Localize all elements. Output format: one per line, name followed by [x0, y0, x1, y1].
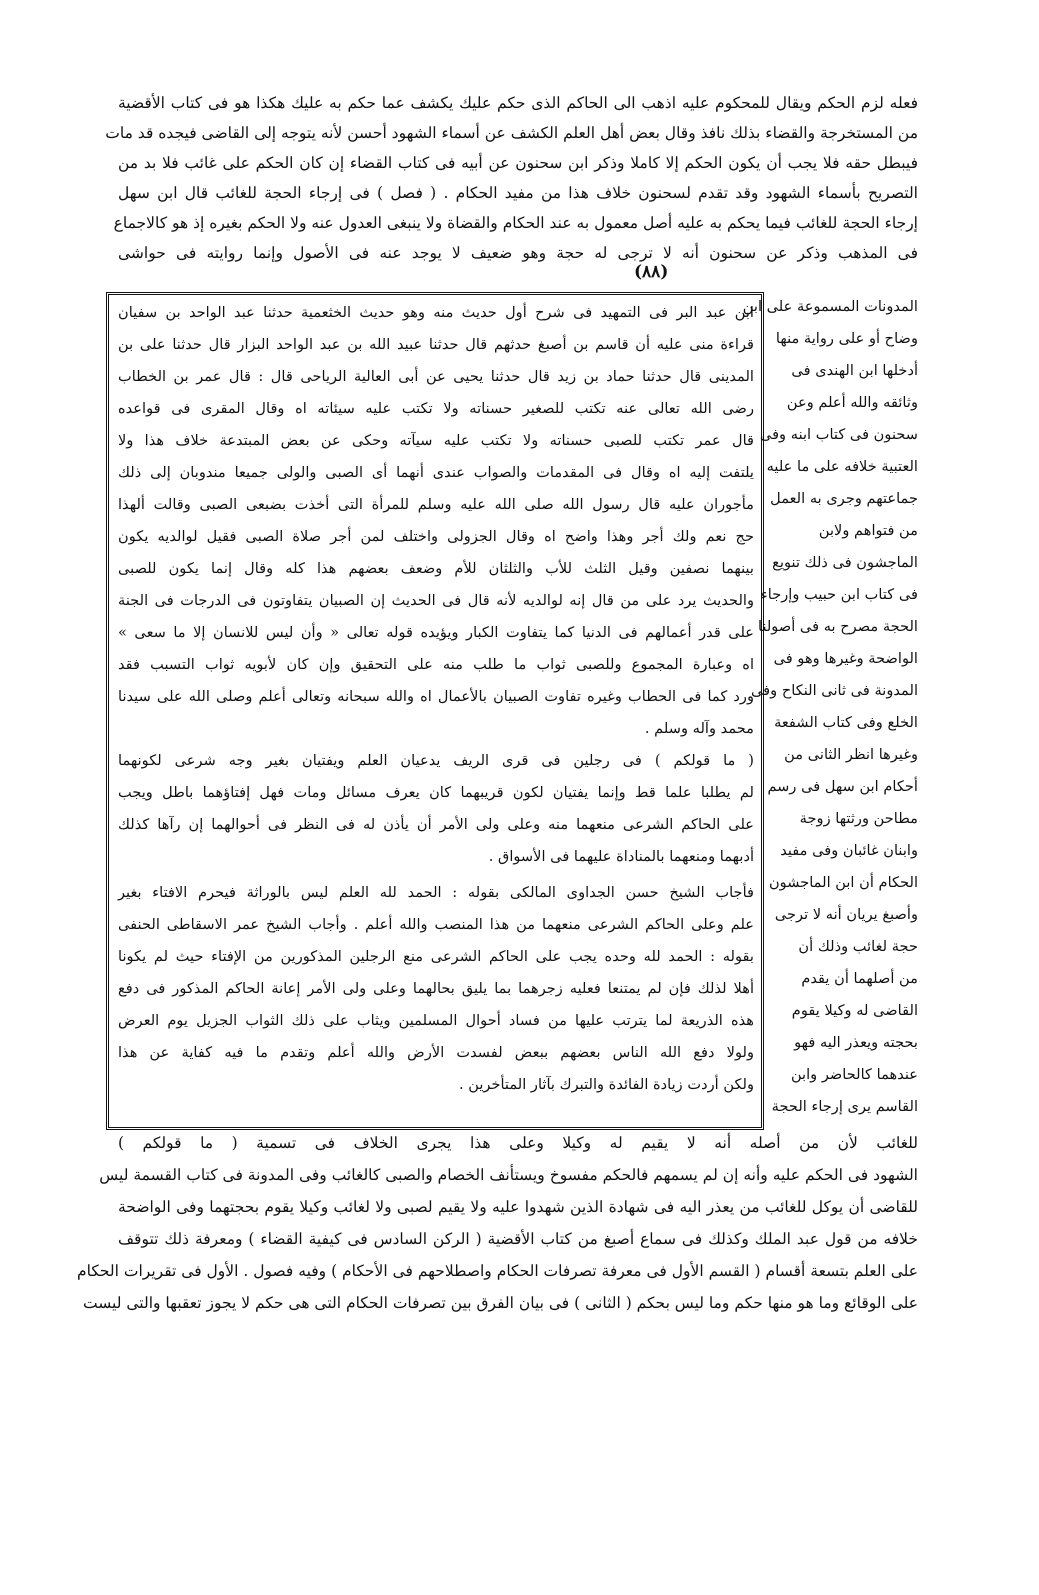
text-line: ولكن أردت زيادة الفائدة والتبرك بآثار المتأخرين . — [458, 1076, 754, 1093]
text-line: والحديث يرد على من قال إنه لوالديه لأنه قال فى الحديث إن الصبيان يتفاوتون فى الدرجات فى الجنة — [118, 592, 754, 609]
text-line: الحجة مصرح به فى أصولنا — [758, 618, 918, 635]
text-line: وضاح أو على رواية منها — [775, 330, 918, 347]
text-line: رضى الله تعالى عنه تكتب للصغير حسناته ولا تكتب عليه سيئاته اه وقال المقرى فى قواعده — [118, 400, 754, 417]
text-line: الحكام أن ابن الماجشون — [768, 874, 918, 891]
text-line: ولولا دفع الله الناس بعضهم ببعض لفسدت الأرض والله أعلم وتقدم ما فيه كفاية عن هذا — [118, 1044, 754, 1061]
text-line: الشهود فى الحكم عليه وأنه إن لم يسمهم فالحكم مفسوخ ويستأنف الخصام والصبى كالغائب وفى المدونة فى كتاب القسمة ليس — [99, 1166, 918, 1184]
text-line: على العلم بتسعة أقسام ( القسم الأول فى معرفة تصرفات الحكام واصطلاحهم فى الأحكام ) وفيه فصول . الأول فى تقريرات الحكام — [77, 1262, 918, 1280]
text-line: الواضحة وغيرها وهو فى — [773, 650, 918, 667]
text-line: أحكام ابن سهل فى رسم — [767, 778, 918, 795]
text-line: المدينى قال حدثنا حماد بن زيد قال حدثنا يحيى عن أبى العالية الرياحى قال : قال عمر بن الخطاب — [118, 368, 754, 385]
text-line: الخلع وفى كتاب الشفعة — [774, 714, 918, 731]
text-line: خلافه من قول عبد الملك وكذلك فى سماع أصبغ من كتاب الأقضية ( الركن السادس فى كيفية القضاء ) ومعرفة ذلك تتوقف — [118, 1230, 918, 1248]
text-line: سحنون فى كتاب ابنه وفى — [759, 426, 918, 443]
text-line: يلتفت إليه اه وقال فى المقدمات والصواب عندى أنهما أى الصبى والولى جميعا مندوبان إلى ذلك — [118, 464, 754, 481]
text-line: الماجشون فى ذلك تنويع — [772, 554, 918, 571]
text-line: مطاحن ورثتها زوجة — [799, 810, 918, 827]
text-line: بينهما نصفين وقيل الثلث للأب والثلثان للأم وضعف بعضهم هذا كله وقال إنما يكون للصبى — [118, 560, 754, 577]
text-line: على الوقائع وما هو منها حكم وما ليس بحكم ( الثانى ) فى بيان الفرق بين تصرفات الحكام التى هى حكم لا يجوز تعقبها والتى ليست — [83, 1294, 918, 1312]
page-number: (٨٨) — [634, 262, 669, 282]
text-line: قراءة منى عليه أن قاسم بن أصبغ حدثهم قال حدثنا عبيد الله بن عبد الواحد البزار قال حدثنا على بن — [118, 336, 754, 353]
text-line: بقوله : الحمد لله وحده يجب على الحاكم الشرعى منع الرجلين المذكورين من الإفتاء حيث لم يكونا — [118, 948, 754, 965]
text-line: عندهما كالحاضر وابن — [790, 1066, 918, 1083]
text-line: وأصبغ يريان أنه لا ترجى — [774, 906, 918, 923]
text-line: أهلا لذلك فإن لم يمتنعا فعليه زجرهما بما يليق بحالهما وعلى ولى الأمر إعانة الحاكم المذكور فى دفع — [118, 980, 754, 997]
text-line: على قدر أعمالهم فى الدنيا كما يتفاوت الكبار ويؤيده قوله تعالى « وأن ليس للانسان إلا ما سعى » — [118, 624, 754, 641]
text-line: من أصلهما أن يقدم — [801, 970, 918, 987]
text-line: فعله لزم الحكم ويقال للمحكوم عليه اذهب الى الحاكم الذى حكم عليك يكشف عما حكم به عليك هكذا هو فى كتاب الأقضية — [118, 94, 918, 112]
text-line: قال عمر تكتب للصبى حسناته ولا تكتب عليه سيآته وحكى عن بعض المبتدعة خلاف هذا ولا — [118, 432, 755, 449]
text-line: أدبهما ومنعهما بالمناداة عليهما فى الأسواق . — [488, 848, 754, 865]
text-line: ورد كما فى الحطاب وغيره تفاوت الصبيان بالأعمال اه والله سبحانه وتعالى أعلم وصلى الله على سيدنا — [118, 688, 754, 705]
text-line: لم يطلبا علما قط وإنما يفتيان لكون قريبهما كان يعرف مسائل ومات فهل إفتاؤهما باطل ويجب — [118, 784, 754, 801]
text-line: ( ما قولكم ) فى رجلين فى قرى الريف يدعيان العلم ويفتيان بغير وجه شرعى لكونهما — [118, 752, 754, 769]
text-line: وغيرها انظر الثانى من — [784, 746, 918, 763]
text-line: التصريح بأسماء الشهود وقد تقدم لسحنون خلاف هذا من مفيد الحكام . ( فصل ) فى إرجاء الحجة للغائب قال ابن سهل — [118, 184, 918, 202]
text-line: حجة لغائب وذلك أن — [798, 938, 918, 955]
text-line: فأجاب الشيخ حسن الجداوى المالكى بقوله : الحمد لله العلم ليس بالوراثة فيحرم الافتاء بغير — [118, 884, 754, 901]
text-line: من فتواهم ولابن — [818, 522, 918, 539]
text-line: علم وعلى الحاكم الشرعى منعهما من هذا المنصب والله أعلم . وأجاب الشيخ عمر الاسقاطى الحنفى — [118, 916, 754, 933]
text-line: من المستخرجة والقضاء بذلك نافذ وقال بعض أهل العلم الكشف عن أسماء الشهود أحسن لأنه يتوجه إلى القاضى فيجده قد مات — [105, 124, 918, 142]
text-line: على الحاكم الشرعى منعهما منه وعلى ولى الأمر أن يأذن له فى النظر فى أحوالهما إن رآها كذلك — [118, 816, 754, 833]
text-line: حج نعم ولك أجر وهذا واضح اه وقال الجزولى واختلف لمن أجر صلاة الصبى فقيل لوالديه يكون — [118, 528, 754, 545]
text-line: وثائقه والله أعلم وعن — [786, 394, 918, 411]
text-line: فيبطل حقه فلا يجب أن يكون الحكم إلا كاملا وذكر ابن سحنون عن أبيه فى كتاب القضاء إن كان الحكم على غائب فلا بد من — [118, 154, 918, 172]
text-line: وابنان غائبان وفى مفيد — [780, 842, 918, 859]
text-line: مأجوران عليه قال رسول الله صلى الله عليه وسلم للمرأة التى أخذت بضبعى الصبى وقالت ألهذا — [118, 496, 754, 513]
text-line: فى المذهب وذكر عن سحنون أنه لا ترجى له حجة وهو ضعيف لا يوجد عنه فى الأصول وإنما روايته فى حواشى — [118, 244, 918, 262]
text-line: القاسم يرى إرجاء الحجة — [771, 1098, 918, 1115]
text-line: محمد وآله وسلم . — [644, 720, 754, 737]
text-line: للقاضى أن يوكل للغائب من يعذر اليه فى شهادة الذين شهدوا عليه ولا يقيم لصبى ولا لغائب وكيلا يقوم بحجتهما وفى الواضحة — [118, 1198, 918, 1216]
text-line: هذه الذريعة لما يترتب عليها من فساد أحوال المسلمين ويثاب على ذلك الثواب الجزيل يوم العرض — [118, 1012, 754, 1029]
text-line: فى كتاب ابن حبيب وإرجاء — [760, 586, 918, 603]
text-line: إرجاء الحجة للغائب فيما يحكم به عليه أصل معمول به عند الحكام والقضاة ولا ينبغى العدول عنه ولا الحكم بغيره إذ هو كالاجماع — [113, 214, 918, 232]
text-line: جماعتهم وجرى به العمل — [770, 490, 918, 507]
text-line: القاضى له وكيلا يقوم — [791, 1002, 918, 1019]
text-line: العتبية خلافه على ما عليه — [766, 458, 918, 475]
text-line: بحجته ويعذر اليه فهو — [794, 1034, 918, 1051]
text-line: المدونات المسموعة على ابن — [742, 298, 918, 315]
text-line: للغائب لأن من أصله أنه لا يقيم له وكيلا وعلى هذا يجرى الخلاف فى تسمية ( ما قولكم ) — [118, 1134, 918, 1152]
text-line: ابن عبد البر فى التمهيد فى شرح أول حديث منه وهو حديث الخثعمية حدثنا عبد الواحد بن سفيان — [118, 304, 754, 321]
text-line: أدخلها ابن الهندى فى — [791, 362, 918, 379]
text-line: اه وعبارة المجموع وللصبى ثواب ما طلب منه على التحقيق وإن كان لأبويه ثواب التسبب فقد — [118, 656, 754, 673]
text-line: المدونة فى ثانى النكاح وفى — [751, 682, 918, 699]
